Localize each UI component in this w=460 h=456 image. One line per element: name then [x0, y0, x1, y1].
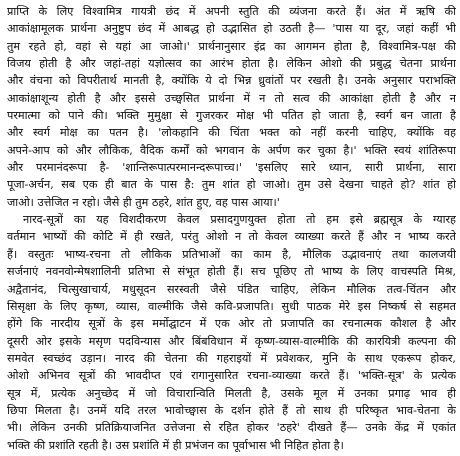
paragraph-1 [7, 3, 456, 211]
text-line: सर्जनाएं नवनवोन्मेषशालिनी प्रतिभा से संभूत होती हैं। सच पूछिए तो भाष्य के लिए वाचस्पति मिश्र, [7, 265, 456, 279]
text-line: तुम रहते हो, वहां से यहां आ जाओ।' प्रार्थनानुसार इंद्र का आगमन होता है, विश्वामित्र-पक्ष की [7, 39, 456, 53]
text-line: भक्ति की प्रशांति रहती है। उस प्रशांति में ही प्रभंजन का पूर्वाभास भी निहित होता है। [7, 438, 344, 452]
text-line: प्राप्ति के लिए विश्वामित्र गायत्री छंद में अपनी स्तुति की व्यंजना करते हैं। अंत में ऋषि की [7, 5, 456, 18]
text-line: अपने-आप को और लौकिक, वैदिक कर्मों को भगवान के अर्पण कर चुका है।' भक्ति स्वयं शांतिरूपा [7, 143, 456, 157]
text-line: हैं। वस्तुतः भाष्य-रचना तो लौकिक प्रतिभाओं का काम है, मौलिक उद्भावनाएं तथा कालजयी [7, 247, 456, 261]
text-line: जाओ। उत्तेजित न रहो। जैसे ही तुम ठहरे, शांत हुए, वह पास आया।' [7, 195, 280, 209]
text-line: और वंचना को विपरीतार्थ मानती है, क्योंकि ये दो भिन्न ध्रुवांतों पर रखती है। उनके अनुसार पराभक्ति [7, 74, 456, 88]
text-line: अद्वैतानंद, चित्सुखाचार्य, मधुसूदन सरस्वती जैसे पंडित चाहिए, लेकिन मौलिक तत्व-चिंतन और [7, 282, 456, 296]
text-line: परमात्मा को पाने की। भक्ति मुमुक्षा से गुजरकर मोक्ष भी पतित हो जाता है, स्वर्ग बन जाता है [7, 109, 456, 123]
text-line: और स्वर्ग मोक्ष का पतन है। 'लोकहानि की चिंता भक्त को नहीं करनी चाहिए, क्योंकि वह [7, 126, 456, 140]
text-line: छिपा मिलता है। उनमें यदि तरल भावोच्छ्वास के दर्शन होते हैं तो साथ ही परिष्कृत भाव-चेतना के [7, 403, 456, 417]
text-line: पूजा-अर्चन, सब एक ही बात के पास है: तुम शांत हो जाओ। तुम उसे देखना चाहते हो? शांत हो [7, 178, 456, 192]
text-line: ओशो अभिनव सूत्रों की भावदीप्त एवं रागानुसारित रचना-व्याख्या करते हैं। 'भक्ति-सूत्र' के प्रत्येक [7, 369, 456, 383]
text-line: वर्तमान भाष्यों की कोटि में ही रखते, परंतु ओशो न तो केवल व्याख्या करते हैं और न भाष्य करते [7, 230, 456, 244]
text-line: सूत्र में, प्रत्येक अनुच्छेद में जो विचारान्विति मिलती है, उसके मूल में उनका प्रगाढ़ भाव ही [7, 386, 456, 400]
text-line: भी। लेकिन उनकी प्रतिक्रियाजनित उत्तेजना से रहित होकर 'ठहरे' दीखते हैं— उनके केंद्र में एकांत [7, 421, 456, 435]
text-line: आकांक्षाशून्य होती है और इससे उच्छ्वसित प्रार्थना में न तो सत्व की आकांक्षा होती है और न [7, 91, 456, 105]
text-line: होंगे कि नारदीय सूत्रों के इस मर्मोद्घाटन में एक ओर तो प्रजापति का रचनात्मक कौशल है और [7, 317, 456, 331]
text-line: समवेत स्वच्छंद उड़ान। नारद की चेतना की गहराइयों में प्रवेशकर, मुनि के साथ एकरूप होकर, [7, 351, 456, 365]
text-line: सिसृक्षा के लिए कृष्ण, व्यास, वाल्मीकि जैसे कवि-प्रजापति। सुधी पाठक मेरे इस निष्कर्ष से सहमत [7, 299, 456, 313]
text-line: और परमानंदरूपा है- 'शान्तिरूपात्परमानन्दरूपाच्च।' 'इसलिए सारे ध्यान, सारी प्रार्थना, सारा [7, 161, 456, 175]
text-line: आकांक्षामूलक प्रार्थना अनुष्टुप छंद में आबद्ध हो उद्भासित हो उठती है— 'पास या दूर, जहां कहीं भी [7, 22, 456, 36]
text-line: दूसरी ओर इसके मसृण पदविन्यास और बिंबविधान में कृष्ण-व्यास-वाल्मीकि की कारयित्री कल्पना की [7, 334, 456, 348]
text-line: नारद-सूत्रों का यह विशदीकरण केवल प्रसादगुणयुक्त होता तो हम इसे ब्रह्मसूत्र के ग्यारह [23, 213, 456, 227]
text-line: विजय होती है और जहां-तहां यज्ञोत्सव का आरंभ होता है। लेकिन ओशो की प्रबुद्ध चेतना प्रार्थना [7, 57, 456, 71]
paragraph-2 [7, 211, 456, 454]
